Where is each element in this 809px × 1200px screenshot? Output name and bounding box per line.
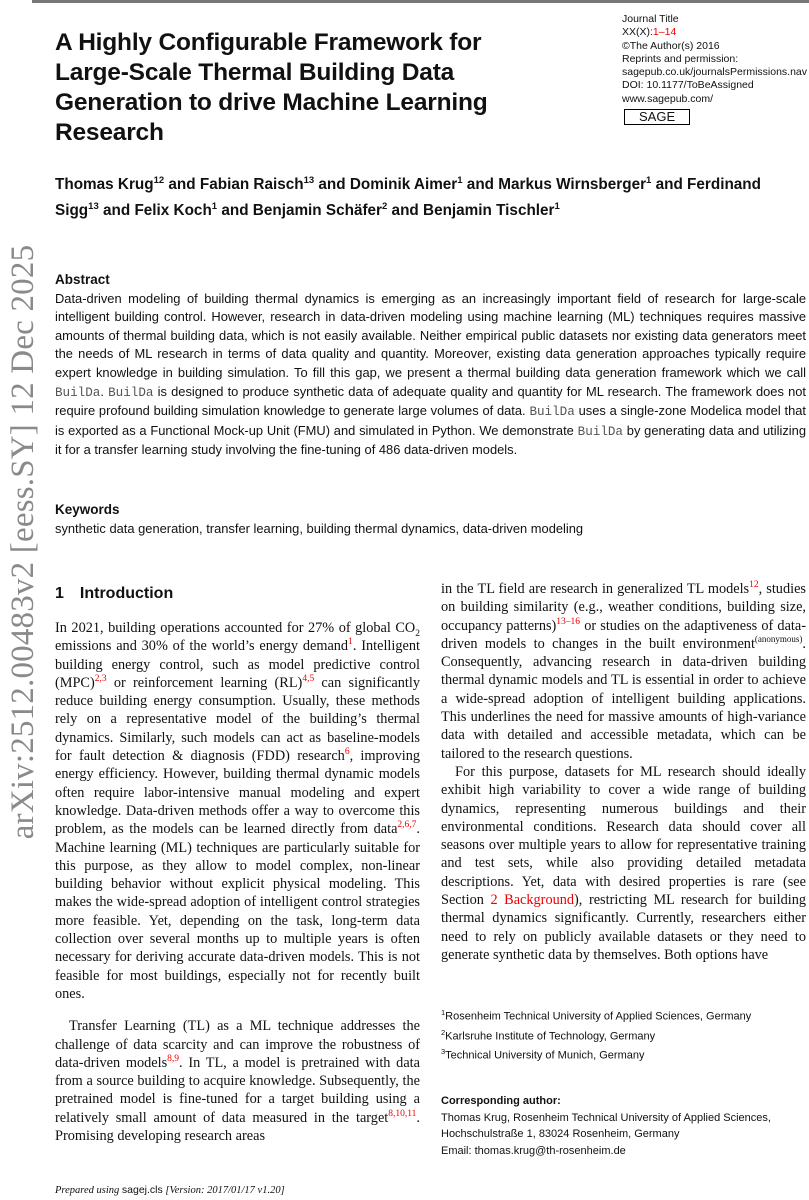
author-name: Benjamin Tischler: [423, 202, 555, 220]
affiliations: [441, 1005, 806, 1064]
reprints-url[interactable]: sagepub.co.uk/journalsPermissions.nav: [622, 66, 808, 79]
author-affiliation-mark: 1: [646, 175, 652, 186]
author-separator: and: [164, 176, 200, 194]
author-name: Dominik Aimer: [349, 176, 458, 194]
paragraph: [441, 763, 806, 964]
paragraph: [441, 580, 806, 763]
author-affiliation-mark: 2: [382, 201, 388, 213]
affiliation-item: [441, 1044, 806, 1064]
author-name: Felix Koch: [134, 202, 212, 220]
citation-link[interactable]: 6: [344, 747, 350, 758]
superscript-note: (anonymous): [754, 634, 803, 645]
text-run: . Intelligent building energy control, such as model predictive control (MPC): [55, 638, 420, 691]
citation-link[interactable]: 8,9: [167, 1054, 180, 1065]
corresponding-email[interactable]: Email: thomas.krug@th-rosenheim.de: [441, 1144, 626, 1157]
page-range-link[interactable]: 1–14: [652, 26, 677, 39]
abstract-heading: Abstract: [55, 272, 110, 287]
journal-volume: [622, 26, 807, 39]
arxiv-stamp[interactable]: arXiv:2512.00483v2 [eess.SY] 12 Dec 2025: [5, 244, 41, 840]
paragraph: [55, 1017, 420, 1145]
text-run: Data-driven modeling of building thermal dynamics is emerging as an increasingly important field of research for large-scale intelligent building control. However, research in data-driven modeling using machine learning (ML) techniques requires massive amounts of thermal building data, which is not easily available. Neither empirical public datasets nor existing data generators meet the needs of ML research in terms of data quality and quantity. Moreover, existing data generation approaches typically require expert knowledge in building simulation. To fill this gap, we present a thermal building data generation framework which we call: [55, 290, 806, 380]
citation-link[interactable]: 2,6,7: [397, 820, 417, 831]
citation-link[interactable]: 8,10,11: [388, 1108, 417, 1119]
paragraph: [55, 619, 420, 1003]
cls-name: sagej.cls: [121, 1184, 163, 1196]
citation-link[interactable]: 2,3: [94, 674, 107, 685]
left-column: [55, 619, 420, 1145]
right-column: [441, 580, 806, 964]
affiliation-item: [441, 1005, 806, 1025]
keywords-text: synthetic data generation, transfer learning, building thermal dynamics, data-driven modeling: [55, 520, 584, 536]
author-separator: and: [98, 202, 135, 220]
journal-title: Journal Title: [622, 13, 679, 25]
section-heading-introduction: [55, 585, 173, 603]
text-run: In 2021, building operations accounted for 27% of global CO: [55, 620, 416, 636]
corresponding-heading: Corresponding author:: [441, 1095, 561, 1107]
text-run: .: [100, 383, 109, 399]
header-rule: [32, 0, 809, 3]
prepared-label: Prepared using: [55, 1185, 122, 1196]
citation-link[interactable]: 1: [348, 637, 353, 648]
citation-link[interactable]: 4,5: [302, 674, 315, 685]
author-name: Benjamin Schäfer: [252, 202, 383, 220]
affiliation-number: 2: [441, 1027, 446, 1037]
text-run: , studies on building similarity (e.g., weather conditions, building size, occupancy patterns): [441, 581, 806, 634]
author-affiliation-mark: 1: [211, 201, 218, 213]
text-run: . Machine learning (ML) techniques are particularly suitable for this purpose, as they allow to model complex, non-linear building behavior without explicit physical modeling. This makes the wide-spread adoption of intelligent control strategies more feasible. Yet, depending on the task, long-term data collection over several months up to multiple years is often necessary for deriving accurate data-driven models. This is not feasible for most buildings, especially not for recently built ones.: [55, 821, 420, 1002]
author-name: Markus Wirnsberger: [498, 176, 647, 194]
journal-meta: [622, 13, 807, 125]
author-separator: and: [387, 202, 424, 220]
section-link[interactable]: 2 Background: [490, 892, 575, 909]
author-separator: and: [462, 176, 499, 194]
text-run: by generating data and utilizing it for a transfer learning study involving the fine-tuning of 486 data-driven models.: [55, 422, 807, 458]
corresponding-line2: Hochschulstraße 1, 83024 Rosenheim, Germany: [441, 1128, 680, 1140]
text-run: , improving energy efficiency. However, building thermal dynamic models often require labor-intensive manual modeling and expert knowledge. Data-driven methods offer a way to overcome this problem, as the models can be learned directly from data: [55, 748, 420, 838]
version-label: [Version: 2017/01/17 v1.20]: [162, 1185, 285, 1196]
text-run: Transfer Learning (TL) as a ML technique addresses the challenge of data scarcity and can improve the robustness of data-driven models: [55, 1018, 420, 1071]
text-run: is designed to produce synthetic data of adequate quality and quantity for ML research. The framework does not require profound building simulation knowledge to generate large volumes of data.: [55, 383, 806, 419]
text-run: For this purpose, datasets for ML research should ideally exhibit high variability to cover a wide range of building dynamics, representing numerous buildings and their environmental conditions. Research data should cover all seasons over multiple years to allow for representative training and test sets, while also providing detailed metadata descriptions. Yet, data with desired properties is rare (see Section: [441, 763, 806, 909]
text-run: . Promising developing research areas: [55, 1109, 420, 1145]
text-run: uses a single-zone Modelica model that is exported as a Functional Mock-up Unit (FMU) and simulated in Python. We demonstrate: [55, 403, 806, 438]
affiliation-text: Rosenheim Technical University of Applied Sciences, Germany: [445, 1010, 752, 1023]
citation-link[interactable]: 12: [749, 580, 759, 591]
author-name: Ferdinand Sigg: [55, 176, 761, 220]
affiliation-text: Karlsruhe Institute of Technology, Germany: [445, 1030, 656, 1043]
author-affiliation-mark: 1: [457, 175, 463, 186]
affiliation-item: [441, 1025, 806, 1045]
subscript: 2: [415, 628, 420, 639]
keywords-section: [55, 501, 806, 538]
affiliation-number: 3: [441, 1047, 446, 1057]
abstract-section: [55, 271, 806, 460]
author-affiliation-mark: 12: [153, 175, 165, 186]
text-run: or studies on the adaptiveness of data-driven models to changes in the built environment: [441, 617, 807, 652]
author-separator: and: [314, 176, 350, 194]
reprints-label: Reprints and permission:: [622, 52, 739, 65]
author-name: Fabian Raisch: [199, 176, 304, 194]
text-run: can significantly reduce building energy consumption. Usually, these methods rely on a representative model of the building’s thermal dynamics. Similarly, such models can act as baseline-models for fault detection & diagnosis (FDD) research: [55, 674, 420, 765]
text-run: . In TL, a model is pretrained with data from a source building to acquire knowledge. Subsequently, the pretrained model is fine-tuned for a target building using a relatively small amount of data measured in the target: [55, 1054, 420, 1126]
text-run: ), restricting ML research for building thermal dynamics significantly. Currently, researchers either need to rely on publicly available datasets or they need to generate synthetic data by themselves. Both options have: [441, 892, 806, 963]
text-run: emissions and 30% of the world’s energy demand: [55, 638, 349, 655]
author-affiliation-mark: 13: [303, 175, 315, 186]
paper-title: A Highly Configurable Framework for Large-Scale Thermal Building Data Generation to drive Machine Learning Research: [55, 29, 488, 146]
author-separator: and: [217, 202, 253, 220]
corresponding-author: [441, 1093, 807, 1159]
author-affiliation-mark: 1: [554, 201, 560, 213]
text-run: in the TL field are research in generalized TL models: [441, 581, 750, 597]
affiliation-number: 1: [441, 1008, 446, 1017]
affiliation-text: Technical University of Munich, Germany: [445, 1049, 645, 1062]
corresponding-line1: Thomas Krug, Rosenheim Technical University of Applied Sciences,: [441, 1111, 771, 1124]
code-name: BuilDa: [529, 405, 575, 420]
section-title: Introduction: [79, 585, 174, 602]
code-name: BuilDa: [577, 424, 623, 439]
citation-link[interactable]: 13–16: [556, 616, 581, 627]
author-list: [55, 170, 795, 222]
author-affiliation-mark: 13: [88, 201, 99, 213]
abstract-text: [55, 290, 806, 460]
code-name: BuilDa: [55, 385, 101, 400]
author-name: Thomas Krug: [55, 176, 154, 194]
copyright: ©The Author(s) 2016: [622, 39, 720, 52]
sage-logo: SAGE: [624, 109, 690, 125]
code-name: BuilDa: [108, 385, 154, 400]
author-separator: and: [651, 176, 688, 194]
doi: DOI: 10.1177/ToBeAssigned: [622, 79, 754, 92]
page-footer: [55, 1184, 285, 1196]
keywords-heading: Keywords: [55, 502, 120, 517]
section-number: 1: [55, 585, 64, 602]
volume-label: XX(X):: [622, 26, 653, 39]
text-run: . Consequently, advancing research in data-driven building thermal dynamic models and TL is essential in order to achieve a wide-spread adoption of intelligent building applications. This underlines the need for massive amounts of high-variance data with detailed and accessible metadata, which can be tailored to the research questions.: [441, 635, 806, 762]
text-run: or reinforcement learning (RL): [106, 674, 303, 691]
website[interactable]: www.sagepub.com/: [622, 92, 714, 105]
